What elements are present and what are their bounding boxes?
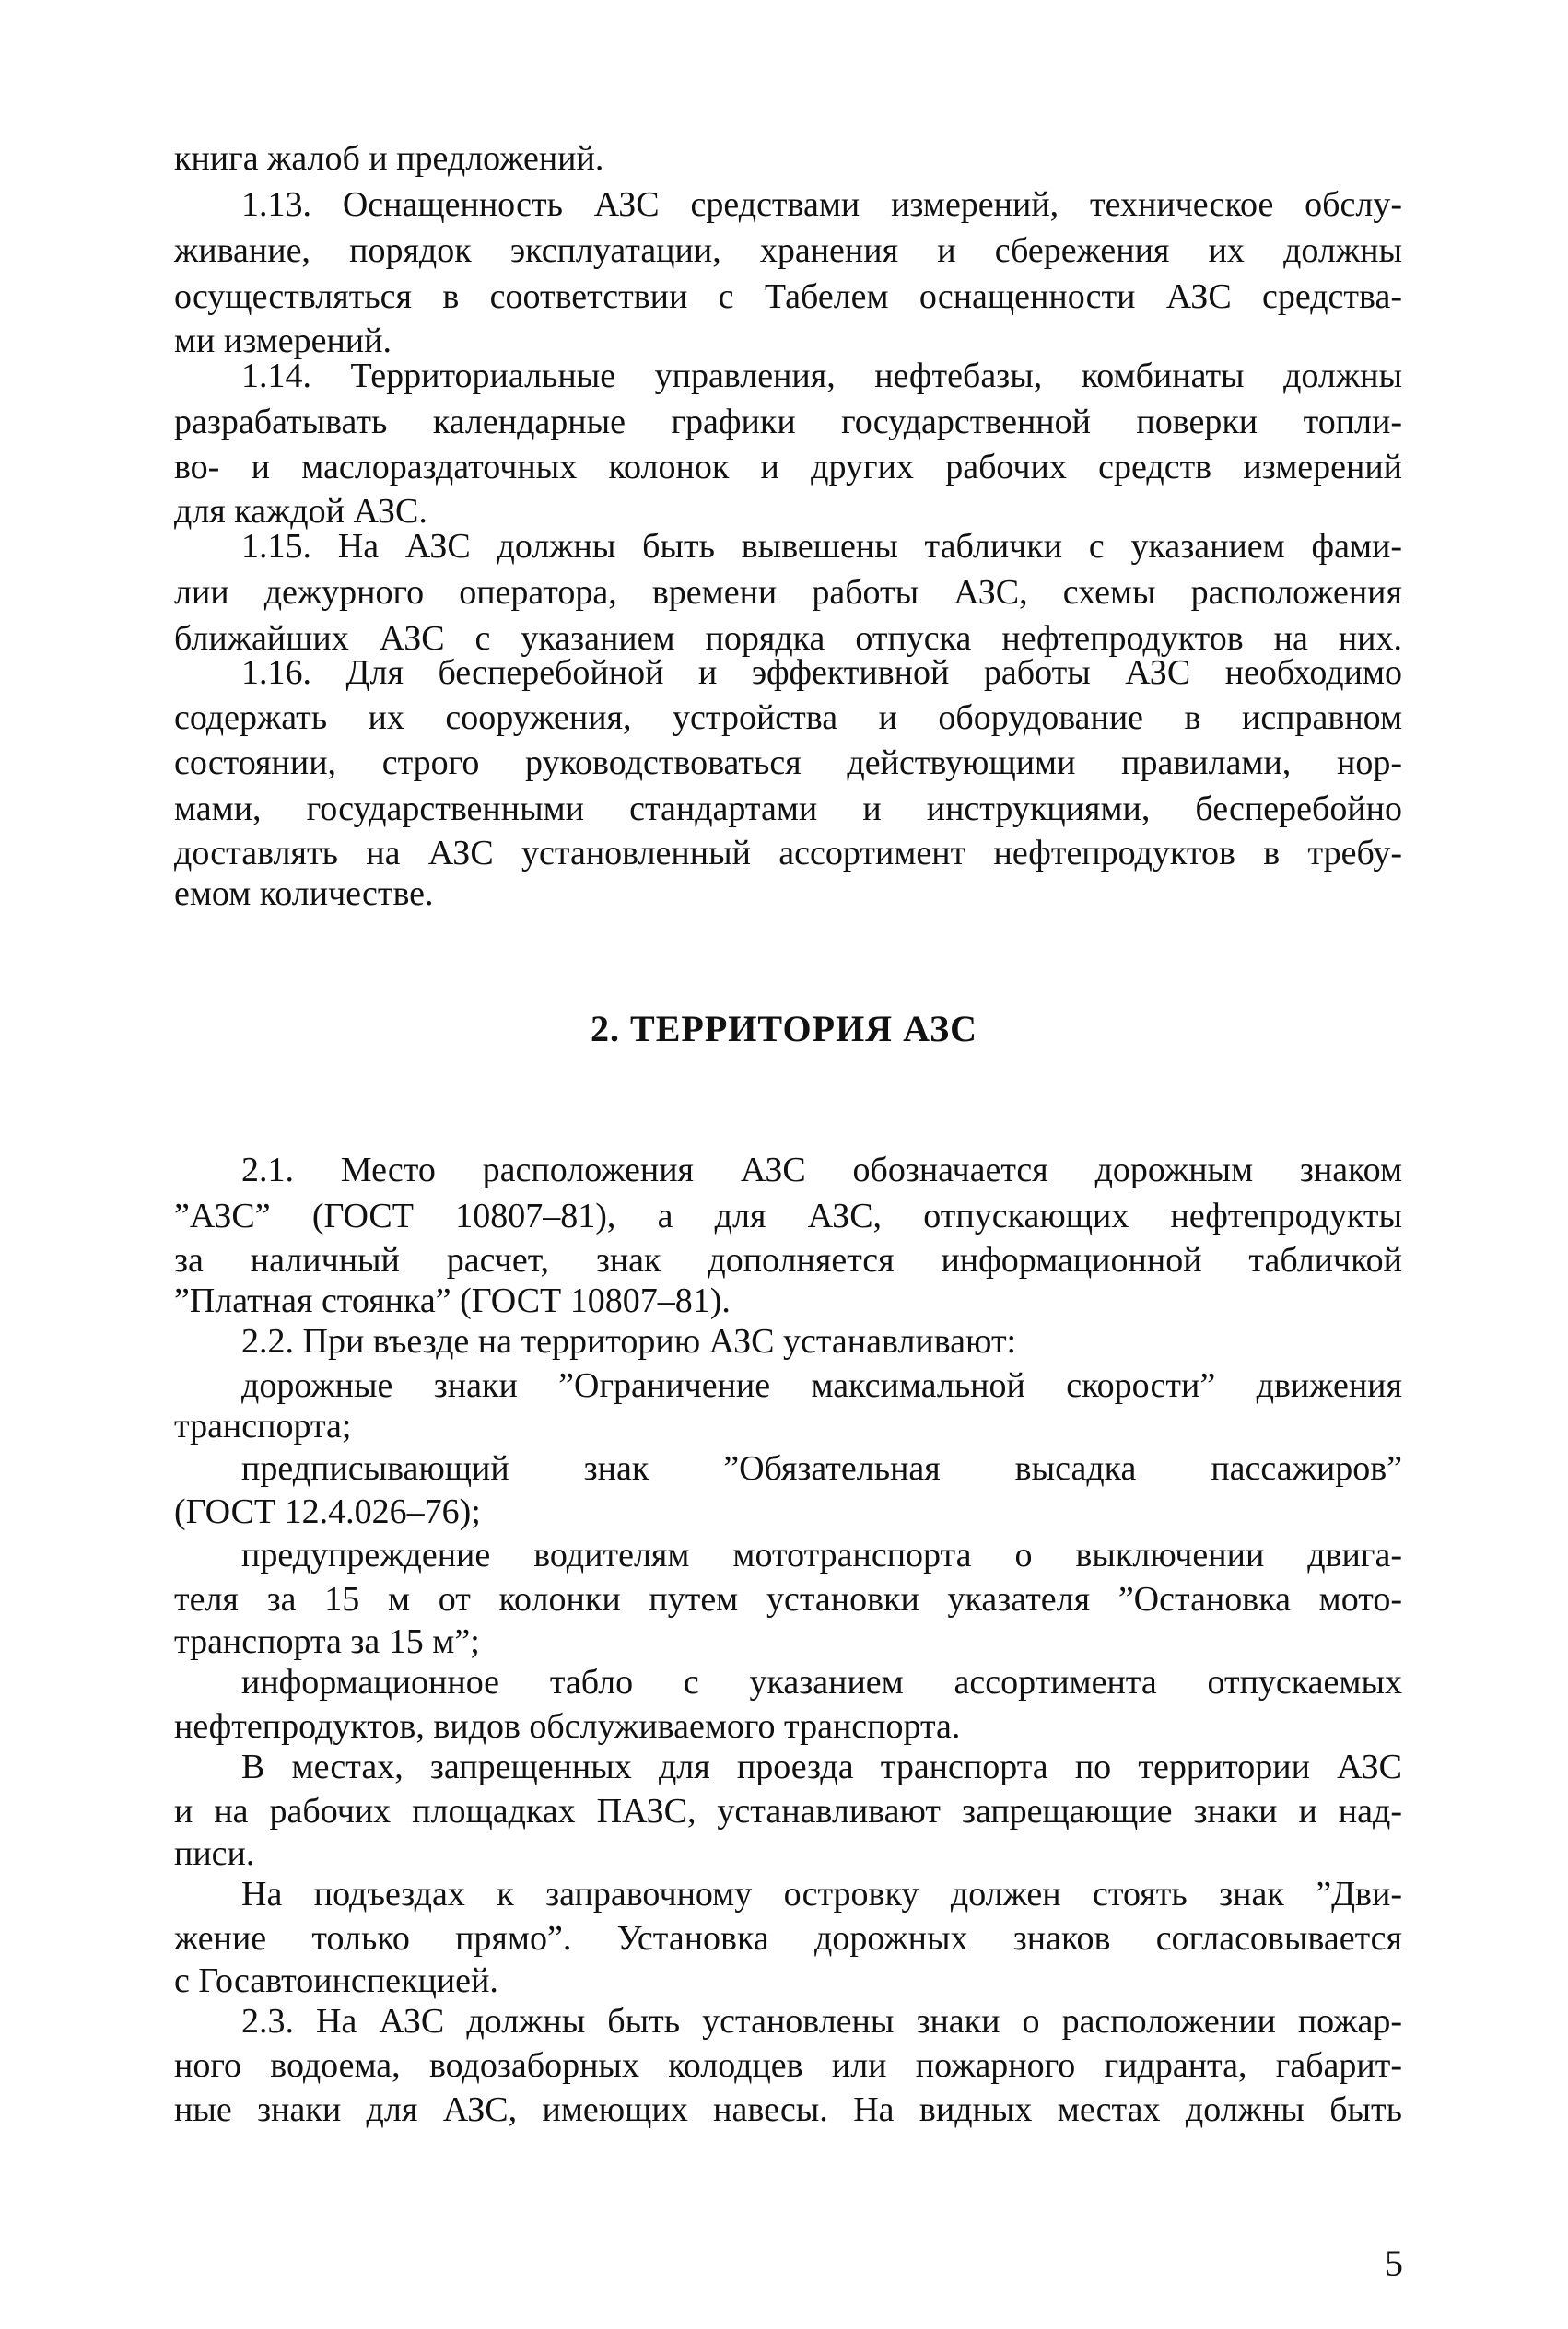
text-line: емом количестве. bbox=[174, 874, 434, 913]
text-line: В местах, запрещенных для проезда транспорта по территории АЗС bbox=[241, 1748, 1402, 1786]
text-line: для каждой АЗС. bbox=[174, 492, 427, 531]
text-line: 1.14. Территориальные управления, нефтебазы, комбинаты должны bbox=[241, 357, 1402, 395]
text-line: ”АЗС” (ГОСТ 10807–81), а для АЗС, отпускающих нефтепродукты bbox=[174, 1197, 1402, 1235]
text-line: теля за 15 м от колонки путем установки указателя ”Остановка мото- bbox=[174, 1580, 1402, 1619]
text-line: доставлять на АЗС установленный ассортимент нефтепродуктов в требу- bbox=[174, 834, 1402, 872]
text-line: и на рабочих площадках ПАЗС, устанавливают запрещающие знаки и над- bbox=[174, 1792, 1402, 1831]
text-line: ного водоема, водозаборных колодцев или пожарного гидранта, габарит- bbox=[174, 2046, 1402, 2085]
text-line: предписывающий знак ”Обязательная высадка пассажиров” bbox=[241, 1449, 1402, 1488]
text-line: осуществляться в соответствии с Табелем оснащенности АЗС средства- bbox=[174, 277, 1402, 316]
text-line: 2.3. На АЗС должны быть установлены знаки о расположении пожар- bbox=[241, 2002, 1402, 2041]
text-line: мами, государственными стандартами и инструкциями, бесперебойно bbox=[174, 790, 1402, 828]
text-line: 2.2. При въезде на территорию АЗС устанавливают: bbox=[241, 1322, 1017, 1361]
text-line: лии дежурного оператора, времени работы АЗС, схемы расположения bbox=[174, 573, 1402, 612]
section-heading: 2. ТЕРРИТОРИЯ АЗС bbox=[591, 1008, 977, 1049]
text-line: писи. bbox=[174, 1834, 255, 1873]
text-line: 1.15. На АЗС должны быть вывешены таблички с указанием фами- bbox=[241, 527, 1402, 566]
text-line: ”Платная стоянка” (ГОСТ 10807–81). bbox=[174, 1282, 731, 1320]
text-line: предупреждение водителям мототранспорта о выключении двига- bbox=[241, 1536, 1402, 1574]
text-line: 1.13. Оснащенность АЗС средствами измерений, техническое обслу- bbox=[241, 185, 1402, 224]
text-line: транспорта за 15 м”; bbox=[174, 1622, 480, 1661]
text-line: 2.1. Место расположения АЗС обозначается дорожным знаком bbox=[241, 1151, 1402, 1189]
page-number: 5 bbox=[1385, 2242, 1403, 2284]
text-line: содержать их сооружения, устройства и оборудование в исправном bbox=[174, 698, 1402, 737]
text-line: информационное табло с указанием ассортимента отпускаемых bbox=[241, 1663, 1402, 1702]
text-line: живание, порядок эксплуатации, хранения и сбережения их должны bbox=[174, 231, 1402, 270]
text-line: состоянии, строго руководствоваться действующими правилами, нор- bbox=[174, 743, 1402, 782]
text-line: На подъездах к заправочному островку должен стоять знак ”Дви- bbox=[241, 1875, 1402, 1914]
text-line: жение только прямо”. Установка дорожных знаков согласовывается bbox=[174, 1919, 1402, 1958]
text-line: книга жалоб и предложений. bbox=[174, 139, 604, 178]
text-line: дорожные знаки ”Ограничение максимальной скорости” движения bbox=[241, 1366, 1402, 1405]
text-line: ближайших АЗС с указанием порядка отпуска нефтепродуктов на них. bbox=[174, 619, 1402, 658]
text-line: с Госавтоинспекцией. bbox=[174, 1961, 498, 2000]
text-line: нефтепродуктов, видов обслуживаемого транспорта. bbox=[174, 1707, 961, 1746]
text-line: ми измерений. bbox=[174, 322, 392, 360]
text-line: ные знаки для АЗС, имеющих навесы. На видных местах должны быть bbox=[174, 2090, 1402, 2129]
text-line: транспорта; bbox=[174, 1407, 352, 1445]
text-line: 1.16. Для бесперебойной и эффективной работы АЗС необходимо bbox=[241, 653, 1402, 692]
text-line: во- и маслораздаточных колонок и других рабочих средств измерений bbox=[174, 448, 1402, 486]
text-line: за наличный расчет, знак дополняется информационной табличкой bbox=[174, 1241, 1402, 1280]
text-line: (ГОСТ 12.4.026–76); bbox=[174, 1492, 481, 1531]
text-line: разрабатывать календарные графики государственной поверки топли- bbox=[174, 403, 1402, 441]
